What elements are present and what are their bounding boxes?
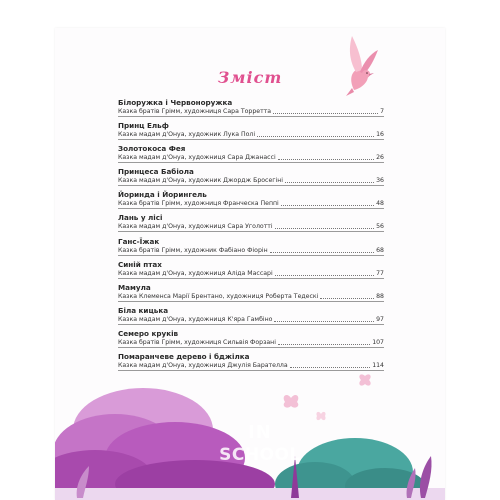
toc-entry	[118, 190, 384, 212]
toc-entry-subtitle: Казка Клеменса Марії Брентано, художниця Роберта Тедескі	[118, 292, 319, 300]
toc-entry	[118, 237, 384, 259]
toc-dot-leader	[275, 274, 374, 276]
toc-entry-subtitle: Казка братів Грімм, художниця Сара Торретта	[118, 108, 272, 115]
toc-dot-leader	[270, 251, 374, 253]
toc-entry-title: Мамула	[118, 282, 151, 292]
toc-entry-subtitle: Казка мадам д'Онуа, художник Лука Полі	[118, 131, 256, 139]
toc-entry-page-number: 97	[376, 315, 384, 323]
toc-entry	[118, 213, 384, 235]
toc-entry	[118, 167, 384, 189]
toc-dot-leader	[274, 320, 374, 322]
watermark-line-2: SCHOOL	[219, 445, 301, 465]
toc-entry-line	[118, 130, 384, 140]
toc-dot-leader	[285, 181, 374, 183]
toc-entry-page-number: 36	[376, 177, 384, 185]
toc-dot-leader	[278, 343, 370, 345]
watermark-line-1: IN	[248, 422, 272, 443]
toc-dot-leader	[278, 158, 374, 160]
toc-entry	[118, 283, 384, 305]
toc-entry-page-number: 48	[376, 200, 384, 208]
page-title: Зміст	[217, 68, 283, 87]
toc-entry-page-number: 7	[380, 108, 384, 115]
toc-entry-subtitle: Казка братів Грімм, художниця Сильвія Форзані	[118, 338, 276, 346]
toc-entry-page-number: 26	[376, 154, 384, 162]
toc-entry-page-number: 107	[372, 338, 384, 346]
toc-entry-title: Семеро круків	[118, 328, 179, 338]
toc-entry-title: Принцеса Бабіола	[118, 167, 194, 177]
toc-entry-title: Біла кицька	[118, 305, 169, 315]
toc-entry-subtitle: Казка мадам д'Онуа, художник Джордж Бросегіні	[118, 177, 283, 185]
toc-dot-leader	[281, 204, 374, 206]
toc-entry-page-number: 56	[376, 223, 384, 231]
toc-entry-subtitle: Казка братів Грімм, художниця Франческа Пеппі	[118, 200, 279, 208]
toc-entry	[118, 329, 384, 351]
toc-entry-title: Золотокоса Фея	[118, 144, 186, 154]
toc-entry-page-number: 114	[372, 362, 384, 370]
toc-dot-leader	[273, 112, 378, 114]
toc-entry	[118, 98, 384, 120]
toc-entry-subtitle: Казка мадам д'Онуа, художниця К'яра Гамбіно	[118, 315, 273, 323]
toc-entry-line	[118, 269, 384, 279]
bird-icon	[332, 32, 382, 102]
toc-entry-title: Білоружка і Червоноружка	[118, 98, 233, 107]
toc-entry-title: Ганс-Їжак	[118, 236, 160, 246]
toc-dot-leader	[275, 227, 375, 229]
toc-entry-subtitle: Казка мадам д'Онуа, художниця Аліда Массарі	[118, 269, 273, 277]
toc-entry-page-number: 88	[376, 292, 384, 300]
toc-entry-page-number: 77	[376, 269, 384, 277]
toc-entry-subtitle: Казка мадам д'Онуа, художниця Сара Уголотті	[118, 223, 273, 231]
toc-entry-title: Йоринда і Йорингель	[118, 190, 207, 200]
toc-entry	[118, 260, 384, 282]
toc-entry-page-number: 16	[376, 131, 384, 139]
toc-entry-subtitle: Казка мадам д'Онуа, художниця Джулія Барателла	[118, 362, 288, 370]
watermark	[205, 422, 315, 466]
toc-dot-leader	[320, 297, 374, 299]
toc-entry-title: Лань у лісі	[118, 213, 163, 223]
table-of-contents	[118, 98, 384, 375]
toc-entry-subtitle: Казка мадам д'Онуа, художниця Сара Джанассі	[118, 154, 276, 162]
toc-entry-title: Помаранчеве дерево і бджілка	[118, 352, 250, 362]
toc-entry-line	[118, 199, 384, 209]
toc-entry-line	[118, 222, 384, 232]
toc-dot-leader	[257, 135, 374, 137]
toc-entry-line	[118, 246, 384, 256]
toc-entry-subtitle: Казка братів Грімм, художник Фабіано Фіорін	[118, 246, 268, 254]
toc-entry-line	[118, 176, 384, 186]
toc-entry-line	[118, 315, 384, 325]
toc-entry	[118, 306, 384, 328]
toc-entry-line	[118, 338, 384, 348]
toc-entry	[118, 121, 384, 143]
toc-entry-line	[118, 292, 384, 302]
toc-entry-line	[118, 153, 384, 163]
toc-entry-title: Синій птах	[118, 259, 162, 269]
toc-entry-line	[118, 107, 384, 117]
toc-entry-title: Принц Ельф	[118, 121, 169, 131]
toc-entry	[118, 144, 384, 166]
toc-entry-page-number: 68	[376, 246, 384, 254]
